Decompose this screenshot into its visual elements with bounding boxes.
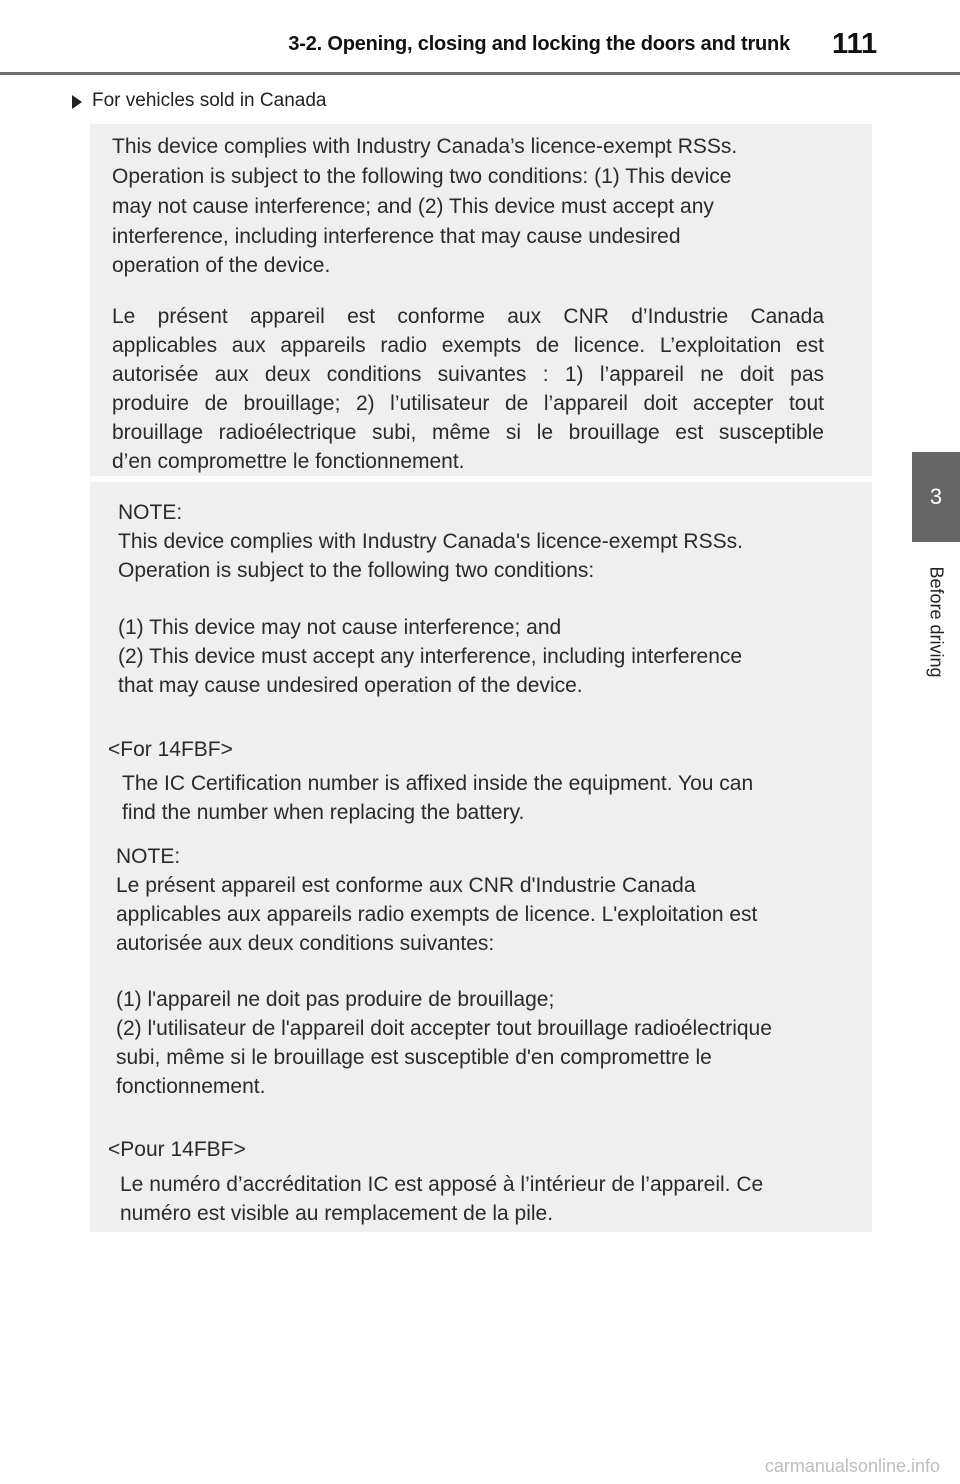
note-line: autorisée aux deux conditions suivantes:: [116, 932, 495, 955]
watermark-text: carmanualsonline.info: [764, 1456, 940, 1476]
chapter-label: Before driving: [926, 566, 947, 678]
header-rule: [0, 72, 960, 75]
en-line: This device complies with Industry Canada’s licence-exempt RSSs.: [112, 135, 738, 158]
note-label: NOTE:: [118, 501, 183, 524]
condition-line: (1) This device may not cause interference; and: [118, 616, 562, 639]
model-tag: <Pour 14FBF>: [108, 1138, 246, 1161]
en-line: Operation is subject to the following two conditions: (1) This device: [112, 165, 732, 188]
chapter-number: 3: [929, 484, 943, 509]
condition-line: (2) l'utilisateur de l'appareil doit accepter tout brouillage radioélectrique: [116, 1017, 772, 1040]
model-text-line: Le numéro d’accréditation IC est apposé à l’intérieur de l’appareil. Ce: [120, 1173, 764, 1196]
note-english-box: [90, 482, 872, 838]
note-line: This device complies with Industry Canada's licence-exempt RSSs.: [118, 530, 743, 553]
note-line: Operation is subject to the following two conditions:: [118, 559, 595, 582]
model-tag: <For 14FBF>: [108, 738, 233, 761]
section-intro-text: For vehicles sold in Canada: [92, 90, 327, 111]
compliance-statement-box: [90, 124, 872, 476]
note-french-box: [90, 838, 872, 1232]
fr-line: Le présent appareil est conforme aux CNR d’Industrie Canada: [112, 305, 824, 328]
en-line: may not cause interference; and (2) This device must accept any: [112, 195, 714, 218]
condition-line: subi, même si le brouillage est susceptible d'en compromettre le: [116, 1046, 712, 1069]
page-number: 111: [832, 28, 878, 60]
condition-line: (2) This device must accept any interference, including interference: [118, 645, 743, 668]
en-line: operation of the device.: [112, 254, 331, 277]
condition-line: that may cause undesired operation of the device.: [118, 674, 583, 697]
section-intro: [72, 90, 326, 112]
note-line: Le présent appareil est conforme aux CNR d'Industrie Canada: [116, 874, 696, 897]
header-title: 3-2. Opening, closing and locking the doors and trunk: [288, 33, 790, 55]
condition-line: (1) l'appareil ne doit pas produire de brouillage;: [116, 988, 555, 1011]
model-text-line: numéro est visible au remplacement de la pile.: [120, 1202, 554, 1225]
model-text-line: The IC Certification number is affixed inside the equipment. You can: [122, 772, 754, 795]
en-line: interference, including interference that may cause undesired: [112, 225, 681, 248]
model-text-line: find the number when replacing the battery.: [122, 801, 525, 824]
condition-line: fonctionnement.: [116, 1075, 266, 1098]
fr-line: brouillage radioélectrique subi, même si le brouillage est susceptible: [112, 421, 824, 444]
fr-line: autorisée aux deux conditions suivantes : 1) l’appareil ne doit pas: [112, 363, 824, 386]
fr-line: d’en compromettre le fonctionnement.: [112, 450, 465, 473]
fr-line: produire de brouillage; 2) l’utilisateur de l’appareil doit accepter tout: [112, 392, 824, 415]
fr-line: applicables aux appareils radio exempts de licence. L’exploitation est: [112, 334, 824, 357]
note-label: NOTE:: [116, 845, 181, 868]
chapter-tab: [912, 452, 960, 542]
note-line: applicables aux appareils radio exempts de licence. L'exploitation est: [116, 903, 758, 926]
triangle-bullet-icon: [72, 95, 82, 109]
